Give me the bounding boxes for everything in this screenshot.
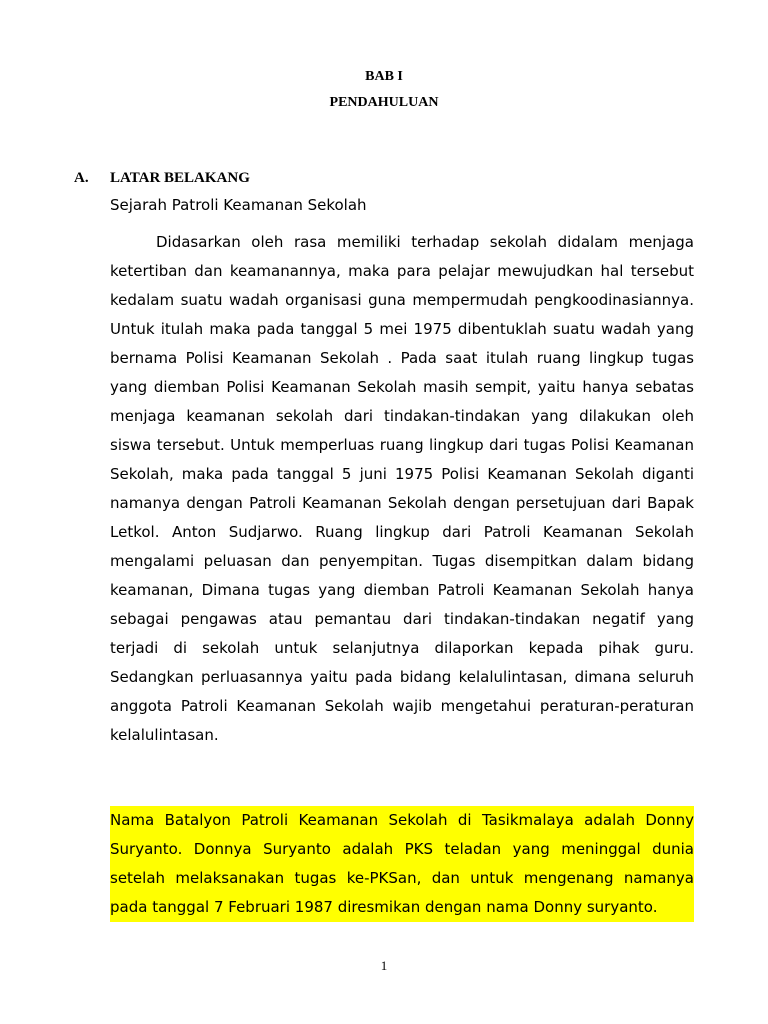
page-number: 1 [380,958,388,973]
paragraph: Didasarkan oleh rasa memiliki terhadap sekolah didalam menjaga ketertiban dan keamanannya, maka para pelajar mewujudkan hal tersebut kedalam suatu wadah organisasi guna mempermudah pengkoodinasiannya. Untuk itulah maka pada tanggal 5 mei 1975 dibentuklah suatu wadah yang bernama Polisi Keamanan Sekolah . Pada saat itulah ruang lingkup tugas yang diemban Polisi Keamanan Sekolah masih sempit, yaitu hanya sebatas menjaga keamanan sekolah dari tindakan-tindakan yang dilakukan oleh siswa tersebut. Untuk memperluas ruang lingkup dari tugas Polisi Keamanan Sekolah, maka pada tanggal 5 juni 1975 Polisi Keamanan Sekolah diganti namanya dengan Patroli Keamanan Sekolah dengan persetujuan dari Bapak Letkol. Anton Sudjarwo. Ruang lingkup dari Patroli Keamanan Sekolah mengalami peluasan dan penyempitan. Tugas disempitkan dalam bidang keamanan, Dimana tugas yang diemban Patroli Keamanan Sekolah hanya sebagai pengawas atau pemantau dari tindakan-tindakan negatif yang terjadi di sekolah untuk selanjutnya dilaporkan kepada pihak guru. Sedangkan perluasannya yaitu pada bidang kelalulintasan, dimana seluruh anggota Patroli Keamanan Sekolah wajib mengetahui peraturan-peraturan kelalulintasan. [110,233,694,744]
chapter-title: PENDAHULUAN [329,95,439,110]
chapter-number: BAB I [365,69,403,84]
section-title: LATAR BELAKANG [110,170,250,186]
highlighted-paragraph: Nama Batalyon Patroli Keamanan Sekolah di Tasikmalaya adalah Donny Suryanto. Donnya Suryanto adalah PKS teladan yang meninggal dunia setelah melaksanakan tugas ke-PKSan, dan untuk mengenang namanya pada tanggal 7 Februari 1987 diresmikan dengan nama Donny suryanto. [110,806,694,922]
subheading: Sejarah Patroli Keamanan Sekolah [110,196,367,214]
section-letter: A. [74,170,89,186]
